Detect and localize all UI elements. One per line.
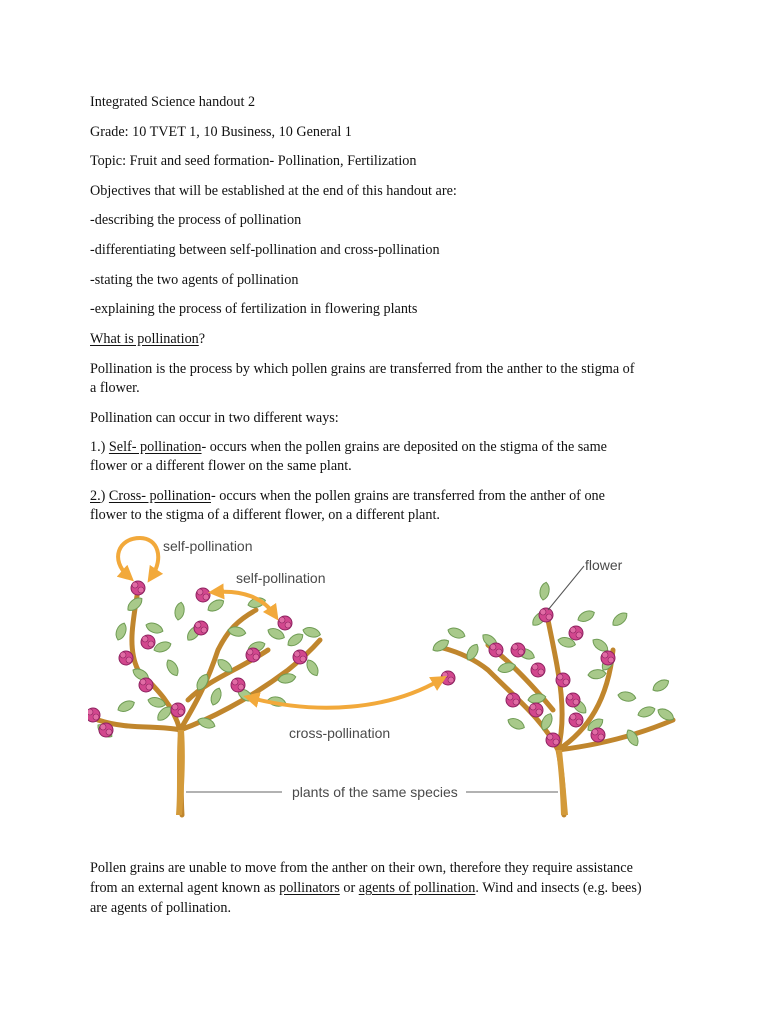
item-number-suffix: ) bbox=[100, 488, 109, 504]
term-pollinators: pollinators bbox=[279, 880, 340, 896]
objective-item: -stating the two agents of pollination bbox=[90, 272, 299, 288]
item-text: - occurs when the pollen grains are deposited on the stigma of the same bbox=[201, 439, 607, 455]
self-pollination-term: Self- pollination bbox=[108, 439, 202, 455]
closing-text: or bbox=[339, 880, 359, 896]
label-self-pollination-mid: self-pollination bbox=[236, 570, 326, 586]
ways-intro: Pollination can occur in two different ways: bbox=[90, 410, 339, 426]
self-pollination-item bbox=[90, 437, 690, 457]
cross-pollination-continuation: flower to the stigma of a different flower, on a different plant. bbox=[90, 507, 440, 523]
item-number: 2. bbox=[90, 488, 101, 504]
section-heading bbox=[90, 329, 690, 349]
pollination-diagram bbox=[88, 530, 688, 820]
objectives-intro: Objectives that will be established at the end of this handout are: bbox=[90, 183, 457, 199]
section-heading-text: What is pollination bbox=[90, 331, 199, 347]
left-plant bbox=[88, 581, 322, 815]
flower-pointer bbox=[548, 566, 584, 610]
right-plant bbox=[431, 581, 676, 815]
closing-line: are agents of pollination. bbox=[90, 900, 232, 916]
item-text: - occurs when the pollen grains are transferred from the anther of one bbox=[211, 488, 605, 504]
closing-line bbox=[90, 878, 690, 898]
label-self-pollination-top: self-pollination bbox=[163, 538, 253, 554]
objective-item: -describing the process of pollination bbox=[90, 212, 302, 228]
label-plants-same-species: plants of the same species bbox=[292, 784, 458, 800]
cross-pollination-item bbox=[90, 486, 690, 506]
closing-line: Pollen grains are unable to move from the anther on their own, therefore they require assistance bbox=[90, 860, 633, 876]
handout-title: Integrated Science handout 2 bbox=[90, 94, 256, 110]
closing-text: . Wind and insects (e.g. bees) bbox=[475, 880, 642, 896]
section-heading-suffix: ? bbox=[198, 331, 206, 347]
definition-line: Pollination is the process by which pollen grains are transferred from the anther to the stigma of bbox=[90, 361, 635, 377]
item-number: 1.) bbox=[90, 439, 109, 455]
objective-item: -differentiating between self-pollination and cross-pollination bbox=[90, 242, 440, 258]
definition-line: a flower. bbox=[90, 380, 140, 396]
closing-text: from an external agent known as bbox=[90, 880, 280, 896]
term-agents-of-pollination: agents of pollination bbox=[358, 880, 476, 896]
self-pollination-continuation: flower or a different flower on the same plant. bbox=[90, 458, 352, 474]
grade-line: Grade: 10 TVET 1, 10 Business, 10 General 1 bbox=[90, 124, 352, 140]
topic-line: Topic: Fruit and seed formation- Pollination, Fertilization bbox=[90, 153, 417, 169]
self-pollination-arrow bbox=[216, 592, 274, 614]
cross-pollination-term: Cross- pollination bbox=[108, 488, 211, 504]
label-cross-pollination: cross-pollination bbox=[289, 725, 391, 741]
self-pollination-loop-arrow bbox=[118, 538, 158, 576]
objective-item: -explaining the process of fertilization in flowering plants bbox=[90, 301, 418, 317]
label-flower: flower bbox=[585, 557, 623, 573]
cross-pollination-arrow bbox=[251, 680, 440, 708]
